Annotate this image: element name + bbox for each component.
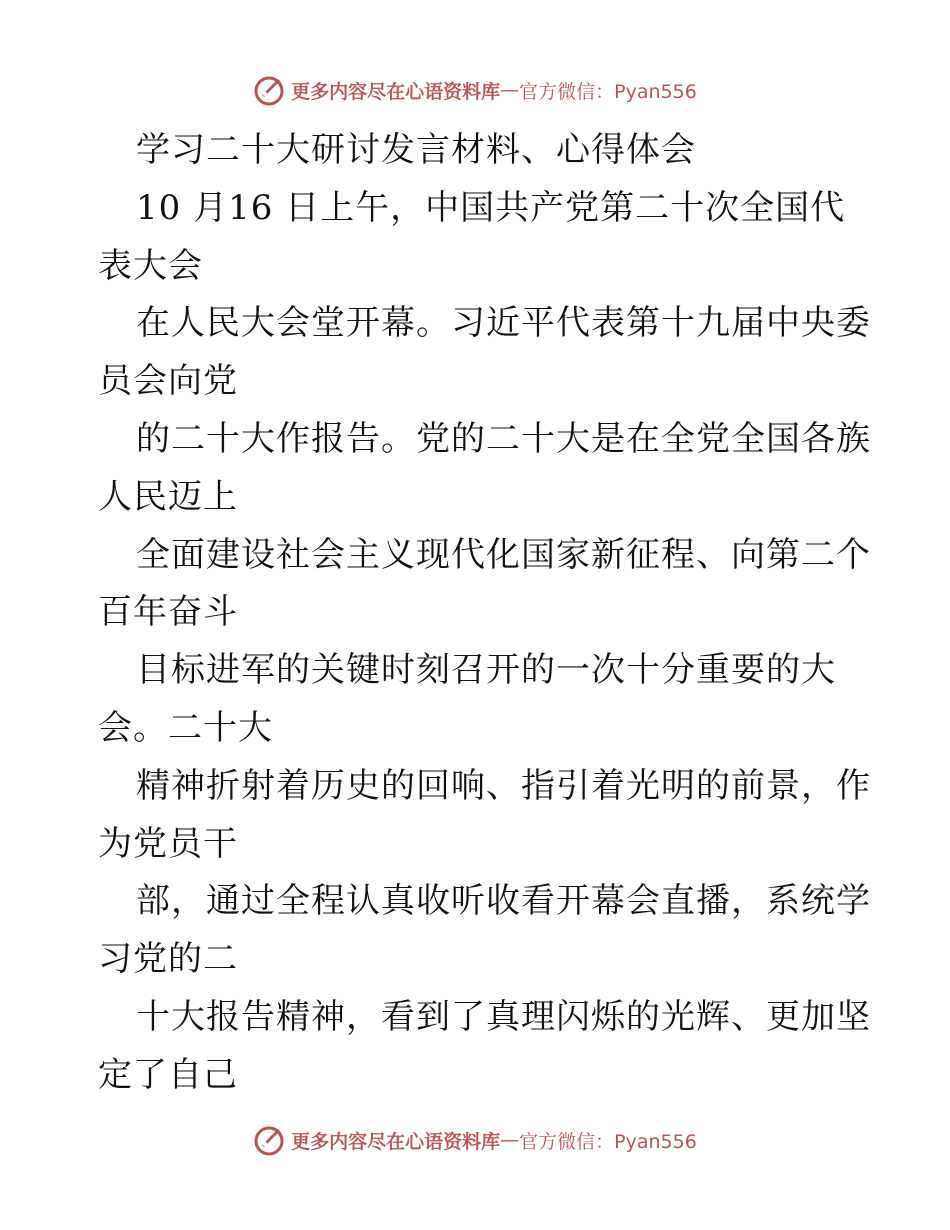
text-line: 员会向党 <box>98 361 238 402</box>
text-line: 人民迈上 <box>98 476 238 517</box>
footer-separator: — <box>500 1129 520 1151</box>
document-body <box>98 122 871 1105</box>
text-line: 习党的二 <box>98 939 238 980</box>
header-site-text: 更多内容尽在心语资料库 <box>291 80 501 103</box>
text-line: 定了自己 <box>98 1054 238 1095</box>
footer-wechat-text: 官方微信：Pyan556 <box>519 1130 697 1153</box>
text-line: 十大报告精神，看到了真理闪烁的光辉、更加坚 <box>136 996 871 1037</box>
text-line: 部，通过全程认真收听收看开幕会直播，系统学 <box>136 881 871 922</box>
text-line: 精神折射着历史的回响、指引着光明的前景，作 <box>136 765 871 806</box>
header-separator: — <box>500 79 520 101</box>
pen-nib-logo-icon <box>253 1123 287 1157</box>
text-line: 会。二十大 <box>98 707 273 748</box>
document-title: 学习二十大研讨发言材料、心得体会 <box>136 130 696 170</box>
footer-banner <box>0 1120 950 1160</box>
text-line: 百年奋斗 <box>98 592 238 633</box>
text-line: 表大会 <box>98 245 203 286</box>
text-line: 的二十大作报告。党的二十大是在全党全国各族 <box>136 418 871 459</box>
header-wechat-text: 官方微信：Pyan556 <box>519 80 697 103</box>
pen-nib-logo-icon <box>253 73 287 107</box>
text-line: 10 月16 日上午，中国共产党第二十次全国代 <box>136 187 846 228</box>
footer-site-text: 更多内容尽在心语资料库 <box>291 1130 501 1153</box>
text-line: 在人民大会堂开幕。习近平代表第十九届中央委 <box>136 303 871 344</box>
header-banner <box>0 70 950 110</box>
text-line: 全面建设社会主义现代化国家新征程、向第二个 <box>136 534 871 575</box>
text-line: 目标进军的关键时刻召开的一次十分重要的大 <box>136 650 836 691</box>
text-line: 为党员干 <box>98 823 238 864</box>
